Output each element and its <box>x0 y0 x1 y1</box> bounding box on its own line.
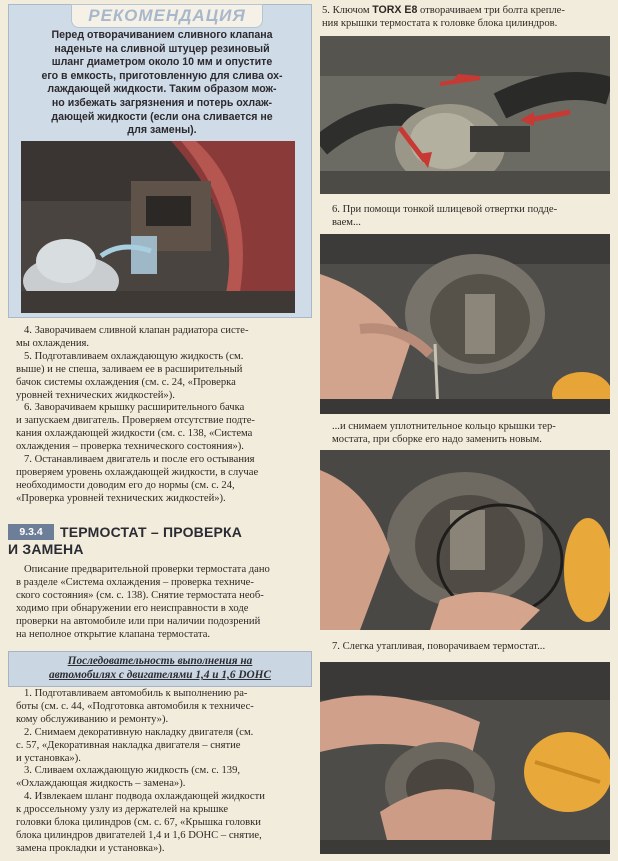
sequence-line2: автомобилях с двигателями 1,4 и 1,6 DOHC <box>48 669 271 681</box>
section-number: 9.3.4 <box>8 524 54 540</box>
photo-remove-seal <box>320 450 610 630</box>
proc-line: 3. Сливаем охлаждающую жидкость (см. с. 139, <box>24 765 241 777</box>
proc-line: «Охлаждающая жидкость – замена»). <box>16 778 186 790</box>
proc-line: замена прокладки и установка»). <box>16 842 165 854</box>
photo-radiator-drain <box>21 141 295 313</box>
step-line: необходимости доводим его до нормы (см. с. 24, <box>16 479 235 491</box>
step-line: «Проверка уровней технических жидкостей»). <box>16 492 226 504</box>
proc-line: 2. Снимаем декоративную накладку двигателя (см. <box>24 726 254 738</box>
left-steps <box>16 325 310 506</box>
caption-6-text: 6. При помощи тонкой шлицевой отвертки подде- <box>332 204 558 215</box>
intro-line: Описание предварительной проверки термостата дано <box>24 564 270 575</box>
rec-line: его в емкость, приготовленную для слива ох- <box>41 69 283 82</box>
step-line: охлаждения – проверка технического состояния»). <box>16 441 244 453</box>
caption-6b-text: мостата, при сборке его надо заменить новым. <box>332 434 542 445</box>
step-line: выше) и не спеша, заливаем ее в расширительный <box>16 363 243 375</box>
recommendation-text <box>23 29 301 138</box>
proc-line: головки блока цилиндров (см. с. 67, «Крышка головки <box>16 817 261 829</box>
recommendation-title-tab <box>71 4 263 28</box>
section-title-line2: И ЗАМЕНА <box>8 541 84 557</box>
step-line: и запускаем двигатель. Проверяем отсутствие подте- <box>16 415 255 427</box>
step-line: уровней технических жидкостей»). <box>16 389 175 401</box>
step-line: мы охлаждения. <box>16 337 90 349</box>
step-line: 5. Подготавливаем охлаждающую жидкость (см. <box>24 350 244 362</box>
sequence-heading <box>9 654 311 682</box>
recommendation-title: РЕКОМЕНДАЦИЯ <box>88 6 246 25</box>
step-line: проверяем уровень охлаждающей жидкости, в случае <box>16 466 259 478</box>
sequence-line1: Последовательность выполнения на <box>67 655 253 667</box>
photo-thermostat-bolts <box>320 36 610 194</box>
intro-paragraph <box>16 564 310 641</box>
step-line: бачок системы охлаждения (см. с. 24, «Проверка <box>16 376 236 388</box>
section-heading <box>8 524 310 560</box>
rec-line: Перед отворачиванием сливного клапана <box>51 29 273 41</box>
intro-line: на неполное открытие клапана термостата. <box>16 628 211 640</box>
intro-line: ского состояния» (см. с. 138). Снятие термостата необ- <box>16 589 264 601</box>
proc-line: кому обслуживанию и ремонту»). <box>16 713 169 725</box>
caption-5-text: ния крышки термостата к головке блока цилиндров. <box>322 18 558 29</box>
proc-line: к дроссельному узлу из держателей на крышке <box>16 804 229 816</box>
intro-line: проверки на автомобиле или при наличии подозрений <box>16 615 261 627</box>
proc-line: и установка»). <box>16 752 81 764</box>
recommendation-box <box>8 4 312 318</box>
step-line: 6. Заворачиваем крышку расширительного бачка <box>24 402 245 414</box>
procedure-steps <box>16 688 310 856</box>
rec-line: для замены). <box>127 124 197 137</box>
caption-6 <box>332 203 612 229</box>
rec-line: дающей жидкости (если она сливается не <box>51 110 273 123</box>
proc-line: с. 57, «Декоративная накладка двигателя – снятие <box>16 739 241 751</box>
caption-5-text: 5. Ключом <box>322 5 373 16</box>
rec-line: но избежать загрязнения и потерь охлаж- <box>51 96 273 109</box>
proc-line: 4. Извлекаем шланг подвода охлаждающей жидкости <box>24 791 265 803</box>
caption-6b <box>332 420 612 446</box>
step-line: 7. Останавливаем двигатель и после его остывания <box>24 454 255 466</box>
intro-line: ходимо при обнаружении его неисправности в ходе <box>16 602 249 614</box>
sequence-heading-box <box>8 651 312 687</box>
rec-line: лаждающей жидкости. Таким образом мож- <box>47 83 277 96</box>
photo-turn-thermostat <box>320 662 610 854</box>
caption-5-tool: TORX E8 <box>372 4 418 16</box>
step-line: 4. Заворачиваем сливной клапан радиатора систе- <box>24 325 249 336</box>
rec-line: шланг диаметром около 10 мм и опустите <box>51 56 273 69</box>
intro-line: в разделе «Система охлаждения – проверка техниче- <box>16 576 254 588</box>
section-title-line1: ТЕРМОСТАТ – ПРОВЕРКА <box>60 524 243 540</box>
proc-line: блока цилиндров двигателей 1,4 и 1,6 DOHC – снятие, <box>16 829 262 841</box>
caption-5-text: отворачиваем три болта крепле- <box>417 5 565 16</box>
photo-pry-seal <box>320 234 610 414</box>
rec-line: наденьте на сливной штуцер резиновый <box>54 42 270 55</box>
proc-line: 1. Подготавливаем автомобиль к выполнению ра- <box>24 688 248 699</box>
proc-line: боты (см. с. 44, «Подготовка автомобиля к техничес- <box>16 700 254 712</box>
caption-7: 7. Слегка утапливая, поворачиваем термостат... <box>332 641 546 652</box>
caption-5 <box>322 4 612 30</box>
caption-6b-text: ...и снимаем уплотнительное кольцо крышки тер- <box>332 421 556 432</box>
caption-6-text: ваем... <box>332 217 361 228</box>
step-line: кания охлаждающей жидкости (см. с. 138, «Система <box>16 428 253 440</box>
